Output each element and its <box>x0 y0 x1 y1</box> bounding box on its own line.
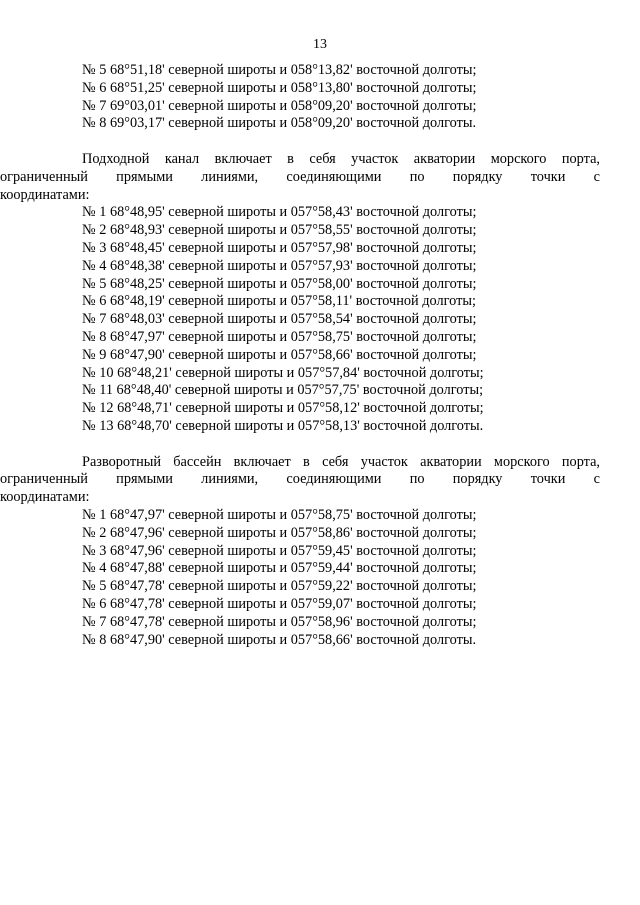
coordinate-line: № 1 68°48,95' северной широты и 057°58,43' восточной долготы; <box>82 204 477 221</box>
paragraph-line: Разворотный бассейн включает в себя участок акватории морского порта, <box>82 453 600 470</box>
coordinate-line: № 7 68°48,03' северной широты и 057°58,54' восточной долготы; <box>82 311 477 328</box>
paragraph-gap <box>82 436 600 454</box>
approach-channel-coordinate-list <box>82 204 600 435</box>
coordinate-line: № 11 68°48,40' северной широты и 057°57,75' восточной долготы; <box>82 382 484 399</box>
coordinate-line: № 10 68°48,21' северной широты и 057°57,84' восточной долготы; <box>82 364 484 381</box>
paragraph-line: ограниченный прямыми линиями, соединяющими по порядку точки с <box>0 471 600 488</box>
coordinate-line: № 6 68°48,19' северной широты и 057°58,11' восточной долготы; <box>82 293 476 310</box>
coordinate-line: № 5 68°47,78' северной широты и 057°59,22' восточной долготы; <box>82 578 477 595</box>
coordinate-line: № 5 68°51,18' северной широты и 058°13,82' восточной долготы; <box>82 62 477 78</box>
coordinate-line: № 8 68°47,97' северной широты и 057°58,75' восточной долготы; <box>82 328 477 345</box>
coordinate-line: № 7 68°47,78' северной широты и 057°58,96' восточной долготы; <box>82 613 477 630</box>
coordinate-line: № 2 68°47,96' северной широты и 057°58,86' восточной долготы; <box>82 524 477 541</box>
coordinate-list-continued <box>82 62 600 133</box>
coordinate-line: № 6 68°47,78' северной широты и 057°59,07' восточной долготы; <box>82 595 477 612</box>
coordinate-line: № 13 68°48,70' северной широты и 057°58,13' восточной долготы. <box>82 417 484 434</box>
paragraph-line: Подходной канал включает в себя участок акватории морского порта, <box>82 150 600 167</box>
coordinate-line: № 12 68°48,71' северной широты и 057°58,12' восточной долготы; <box>82 400 484 417</box>
coordinate-line: № 3 68°48,45' северной широты и 057°57,98' восточной долготы; <box>82 239 477 256</box>
coordinate-line: № 7 69°03,01' северной широты и 058°09,20' восточной долготы; <box>82 97 477 114</box>
turning-basin-coordinate-list <box>82 507 600 649</box>
paragraph-line: координатами: <box>0 186 90 203</box>
approach-channel-paragraph <box>0 151 600 204</box>
page-number: 13 <box>313 37 327 52</box>
coordinate-line: № 4 68°48,38' северной широты и 057°57,93' восточной долготы; <box>82 257 477 274</box>
coordinate-line: № 3 68°47,96' северной широты и 057°59,45' восточной долготы; <box>82 542 477 559</box>
coordinate-line: № 9 68°47,90' северной широты и 057°58,66' восточной долготы; <box>82 346 477 363</box>
coordinate-line: № 8 68°47,90' северной широты и 057°58,66' восточной долготы. <box>82 631 477 648</box>
document-body <box>0 62 600 649</box>
coordinate-line: № 5 68°48,25' северной широты и 057°58,00' восточной долготы; <box>82 275 477 292</box>
coordinate-line: № 4 68°47,88' северной широты и 057°59,44' восточной долготы; <box>82 560 477 577</box>
paragraph-line: ограниченный прямыми линиями, соединяющими по порядку точки с <box>0 168 600 185</box>
coordinate-line: № 1 68°47,97' северной широты и 057°58,75' восточной долготы; <box>82 506 477 523</box>
coordinate-line: № 8 69°03,17' северной широты и 058°09,20' восточной долготы. <box>82 115 477 132</box>
coordinate-line: № 6 68°51,25' северной широты и 058°13,80' восточной долготы; <box>82 79 477 96</box>
paragraph-gap <box>82 133 600 151</box>
paragraph-line: координатами: <box>0 489 90 506</box>
coordinate-line: № 2 68°48,93' северной широты и 057°58,55' восточной долготы; <box>82 222 477 239</box>
turning-basin-paragraph <box>0 454 600 507</box>
